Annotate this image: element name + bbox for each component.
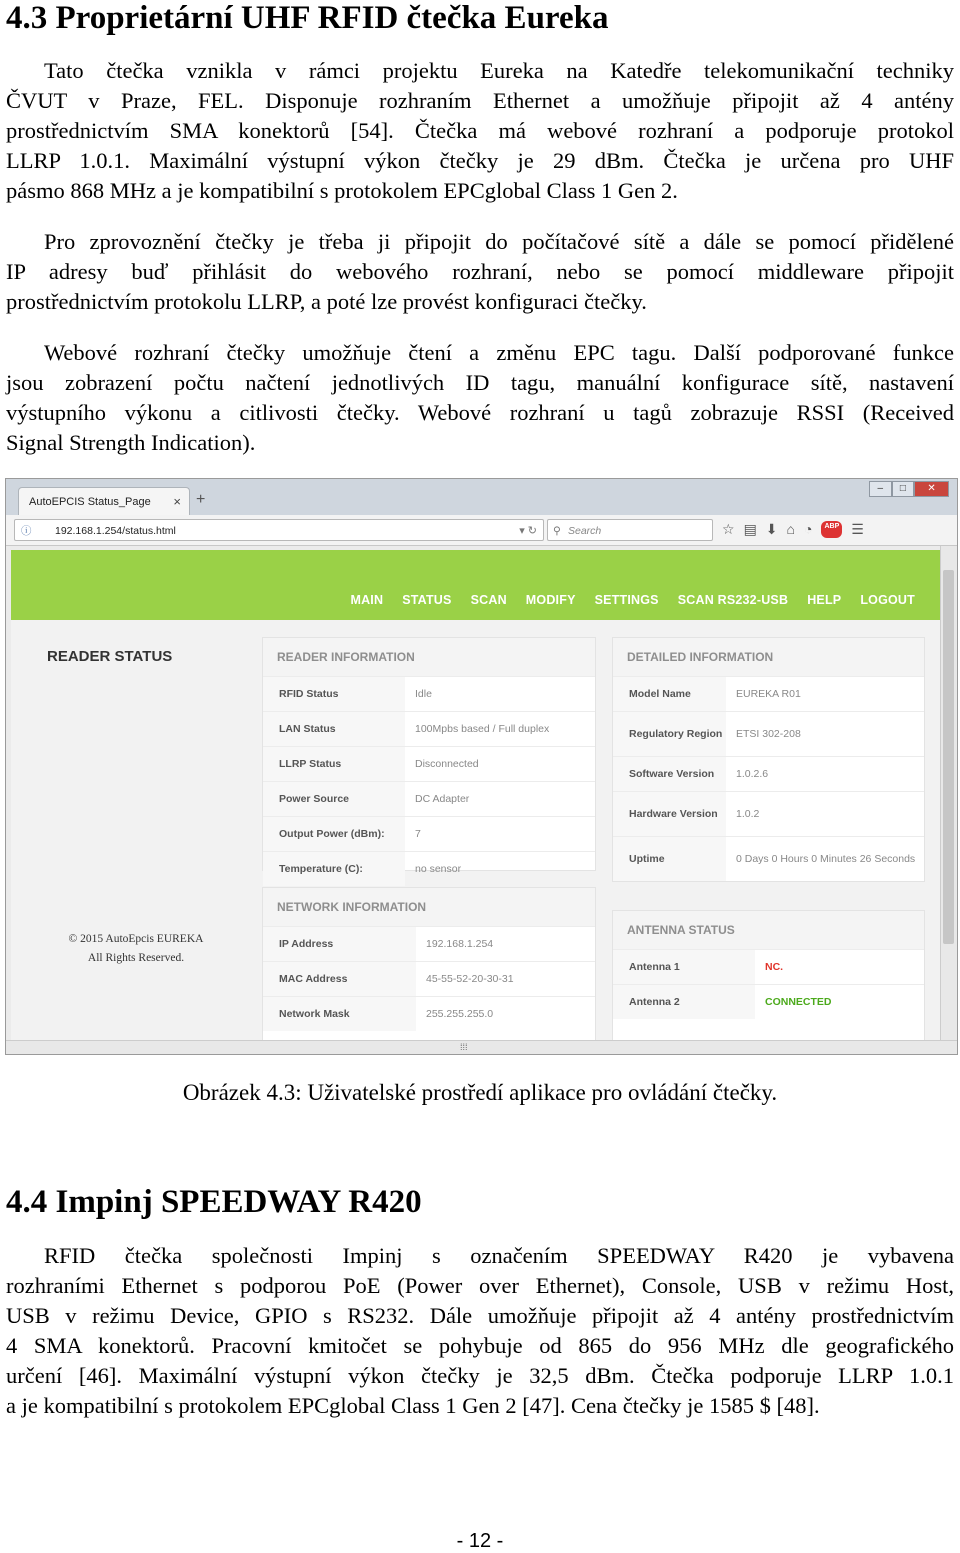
table-row [263,817,595,852]
table-row [613,712,924,757]
row-label: Software Version [613,757,726,792]
menu-item-logout[interactable]: LOGOUT [860,593,915,607]
paragraph-eureka-setup [6,227,954,317]
figure-caption: Obrázek 4.3: Uživatelské prostředí aplikace pro ovládání čtečky. [182,1080,778,1105]
section-title-4-3: 4.3 Proprietární UHF RFID čtečka Eureka [6,0,609,36]
menu-item-status[interactable]: STATUS [402,593,452,607]
copyright-line: All Rights Reserved. [87,952,185,964]
paragraph-eureka-web [6,338,954,458]
text-line: Signal Strength Indication). [6,430,256,455]
tab-title: AutoEPCIS Status_Page [29,496,151,508]
text-line: RFID čtečka společnosti Impinj s označením SPEEDWAY R420 je vybavena [44,1243,954,1268]
row-value: Disconnected [405,747,595,782]
text-line: a je kompatibilní s protokolem EPCglobal Class 1 Gen 2 [47]. Cena čtečky je 1585 $ [48]. [6,1393,820,1418]
table-row [613,677,924,712]
row-label: Model Name [613,677,726,712]
panel-title: NETWORK INFORMATION [263,888,595,926]
toolbar-icons [722,521,864,538]
main-menu [11,550,940,620]
minimize-icon[interactable]: – [869,481,892,497]
row-value: 192.168.1.254 [416,927,595,962]
text-line: výstupního výkonu a citlivosti čtečky. Webové rozhraní u tagů zobrazuje RSSI (Received [6,400,954,425]
row-label: LLRP Status [263,747,405,782]
browser-tab-bar [6,479,957,515]
browser-tab[interactable] [18,487,190,515]
row-label: Antenna 1 [613,950,755,985]
vertical-scrollbar[interactable] [940,546,957,1040]
panel-title: ANTENNA STATUS [613,911,924,949]
row-value: 1.0.2 [726,792,924,837]
row-label: RFID Status [263,677,405,712]
browser-nav-bar [6,515,957,546]
row-value: 1.0.2.6 [726,757,924,792]
row-value: 255.255.255.0 [416,997,595,1032]
table-row [613,757,924,792]
text-line: ČVUT v Praze, FEL. Disponuje rozhraním Ethernet a umožňuje připojit až 4 antény [6,88,954,113]
text-line: pásmo 868 MHz a je kompatibilní s protokolem EPCglobal Class 1 Gen 2. [6,178,678,203]
scroll-thumb[interactable] [943,570,954,944]
row-value: 0 Days 0 Hours 0 Minutes 26 Seconds [726,837,924,882]
reload-icon[interactable]: ▾ ↻ [519,525,537,537]
text-line: Pro zprovoznění čtečky je třeba ji připojit do počítačové sítě a dále se pomocí přidělené [44,229,954,254]
table-row [263,747,595,782]
row-value: 7 [405,817,595,852]
table-row [263,962,595,997]
table-row [613,792,924,837]
close-icon[interactable]: × [173,494,181,509]
text-line: USB v režimu Device, GPIO s RS232. Dále umožňuje připojit až 4 antény prostřednictvím [6,1303,954,1328]
section-title-4-4: 4.4 Impinj SPEEDWAY R420 [6,1184,422,1220]
menu-item-main[interactable]: MAIN [350,593,384,607]
row-value: Idle [405,677,595,712]
panel-title: READER INFORMATION [263,638,595,676]
table-row [263,997,595,1032]
window-controls [869,481,949,497]
antenna-status-panel [612,910,925,1040]
adblock-icon[interactable]: ABP [821,521,842,538]
copyright [56,930,216,968]
row-value: 45-55-52-20-30-31 [416,962,595,997]
reading-list-icon[interactable]: ▤ [743,521,757,537]
copyright-line: © 2015 AutoEpcis EUREKA [68,933,204,945]
row-value: no sensor [405,852,595,887]
row-value: 100Mpbs based / Full duplex [405,712,595,747]
row-label: MAC Address [263,962,416,997]
download-icon[interactable]: ⬇ [765,521,778,537]
network-information-panel [262,887,596,1040]
search-input[interactable] [547,519,713,541]
antenna-status-value: CONNECTED [755,985,924,1020]
maximize-icon[interactable]: □ [892,481,915,497]
paragraph-eureka-intro [6,56,954,206]
panel-title: DETAILED INFORMATION [613,638,924,676]
row-label: LAN Status [263,712,405,747]
text-line: určení [46]. Maximální výstupní výkon čtečky je 32,5 dBm. Čtečka podporuje LLRP 1.0.1 [6,1363,954,1388]
text-line: jsou zobrazení počtu načtení jednotlivých ID tagu, manuální konfigurace sítě, nastavení [6,370,954,395]
text-line: LLRP 1.0.1. Maximální výstupní výkon čtečky je 29 dBm. Čtečka je určena pro UHF [6,148,954,173]
text-line: IP adresy buď přihlásit do webového rozhraní, nebo se pomocí middleware připojit [6,259,954,284]
pocket-icon[interactable]: ◔ [804,521,813,537]
menu-item-scan[interactable]: SCAN [470,593,507,607]
menu-item-settings[interactable]: SETTINGS [594,593,659,607]
address-bar[interactable] [14,519,544,541]
search-icon: ⚲ [553,525,561,537]
row-label: Hardware Version [613,792,726,837]
search-placeholder: Search [568,525,602,537]
table-row [263,927,595,962]
new-tab-icon[interactable]: + [196,491,206,508]
row-label: Network Mask [263,997,416,1032]
text-line: prostřednictvím protokolu LLRP, a poté lze provést konfiguraci čtečky. [6,289,647,314]
figure-screenshot [5,478,958,1055]
row-label: Temperature (C): [263,852,405,887]
table-row [263,712,595,747]
row-value: ETSI 302-208 [726,712,924,757]
browser-viewport [6,546,940,1040]
table-row [263,677,595,712]
scroll-grip-icon: ⁞⁞⁞ [460,1042,468,1052]
row-label: Power Source [263,782,405,817]
info-icon[interactable]: ⓘ [21,525,32,537]
text-line: Tato čtečka vznikla v rámci projektu Eureka na Katedře telekomunikační techniky [44,58,954,83]
row-label: Uptime [613,837,726,882]
row-label: Regulatory Region [613,712,726,757]
web-page [11,550,940,1040]
address-text: 192.168.1.254/status.html [55,525,176,537]
text-line: prostřednictvím SMA konektorů [54]. Čtečka má webové rozhraní a podporuje protokol [6,118,954,143]
reader-information-panel [262,637,596,875]
table-row [263,782,595,817]
text-line: rozhraními Ethernet s podporou PoE (Power over Ethernet), Console, USB v režimu Host, [6,1273,954,1298]
table-row [613,837,924,882]
page-number: - 12 - [456,1530,504,1552]
detailed-information-panel [612,637,925,882]
horizontal-scrollbar[interactable] [6,1040,957,1054]
text-line: 4 SMA konektorů. Pracovní kmitočet se pohybuje od 865 do 956 MHz dle geografického [6,1333,954,1358]
table-row [263,852,595,887]
home-icon[interactable]: ⌂ [786,521,795,537]
menu-icon[interactable]: ☰ [851,521,864,537]
text-line: Webové rozhraní čtečky umožňuje čtení a změnu EPC tagu. Další podporované funkce [44,340,954,365]
row-label: Output Power (dBm): [263,817,405,852]
menu-item-help[interactable]: HELP [807,593,842,607]
menu-item-scan-rs232-usb[interactable]: SCAN RS232-USB [677,593,789,607]
menu-item-modify[interactable]: MODIFY [525,593,576,607]
table-row [613,950,924,985]
close-window-icon[interactable]: ✕ [914,481,949,497]
table-row [613,985,924,1020]
paragraph-impinj [6,1241,954,1421]
reader-status-title: READER STATUS [47,648,173,665]
antenna-status-value: NC. [755,950,924,985]
row-label: Antenna 2 [613,985,755,1020]
row-value: EUREKA R01 [726,677,924,712]
bookmark-star-icon[interactable]: ☆ [722,521,735,537]
row-label: IP Address [263,927,416,962]
row-value: DC Adapter [405,782,595,817]
